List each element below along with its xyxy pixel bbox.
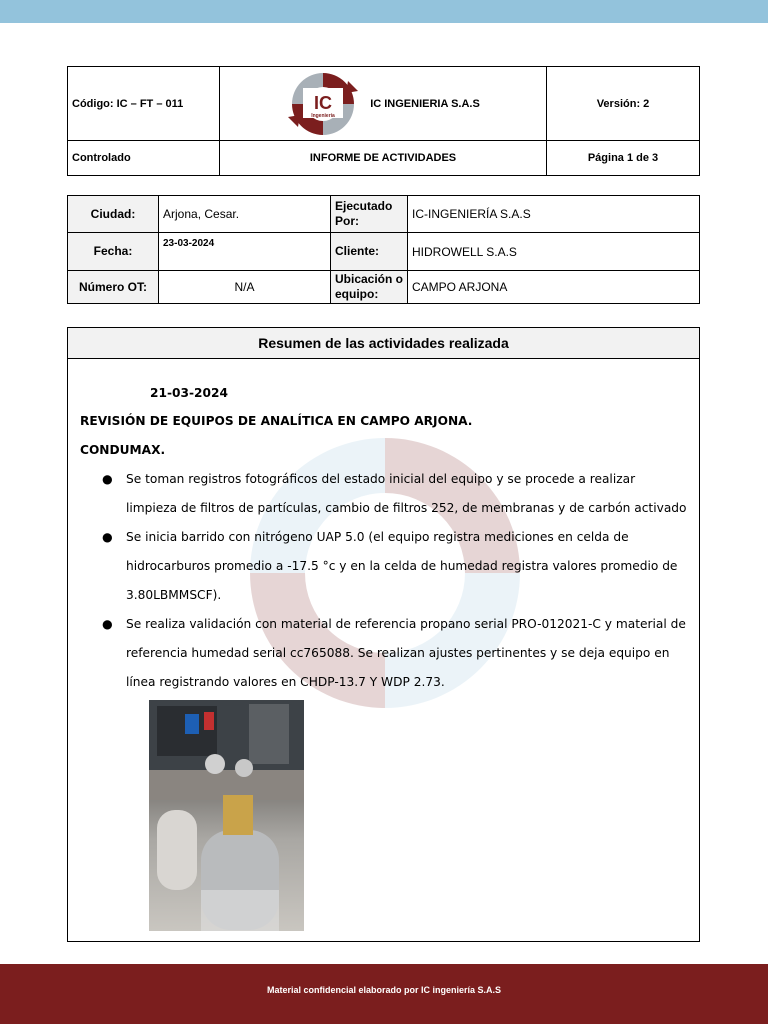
city-value: Arjona, Cesar. [159,196,331,233]
date-label: Fecha: [68,233,159,271]
company-name: IC INGENIERIA S.A.S [370,97,480,110]
logo-initials: IC [314,92,333,113]
activity-heading: REVISIÓN DE EQUIPOS DE ANALÍTICA EN CAMPO ARJONA. [80,414,473,428]
logo-subtitle: Ingeniería [311,112,335,119]
page-number: Página 1 de 3 [547,141,700,176]
activity-item [80,523,688,610]
footer-bar [0,964,768,1024]
executed-by-label: Ejecutado Por: [331,196,408,233]
summary-title: Resumen de las actividades realizada [68,328,699,359]
location-value: CAMPO ARJONA [408,271,700,304]
document-header-table [67,66,700,176]
logo-cell [220,67,547,141]
client-label: Cliente: [331,233,408,271]
client-value: HIDROWELL S.A.S [408,233,700,271]
bullet-icon: ● [102,617,113,631]
date-value: 23-03-2024 [159,233,331,271]
document-version: Versión: 2 [547,67,700,141]
bullet-icon: ● [102,530,113,544]
controlled-label: Controlado [68,141,220,176]
top-color-band [0,0,768,23]
executed-by-value: IC-INGENIERÍA S.A.S [408,196,700,233]
activity-text: Se realiza validación con material de referencia propano serial PRO-012021-C y material de referencia humedad serial cc765088. Se realizan ajustes pertinentes y se deja equipo en línea registrando valores en CHDP-13.7 Y WDP 2.73. [126,617,686,689]
activity-item [80,465,688,523]
location-label: Ubicación o equipo: [331,271,408,304]
document-code: Código: IC – FT – 011 [68,67,220,141]
footer-text: Material confidencial elaborado por IC ingeniería S.A.S [266,985,502,995]
ot-number-label: Número OT: [68,271,159,304]
equipment-name: CONDUMAX. [80,443,166,457]
company-logo [286,71,360,137]
activity-item [80,610,688,697]
ot-number-value: N/A [159,271,331,304]
city-label: Ciudad: [68,196,159,233]
activity-text: Se inicia barrido con nitrógeno UAP 5.0 (el equipo registra mediciones en celda de hidrocarburos promedio a -17.5 °c y en la celda de humedad registra valores promedio de 3.80LBMMSCF). [126,530,678,602]
activity-text: Se toman registros fotográficos del estado inicial del equipo y se procede a realizar limpieza de filtros de partículas, cambio de filtros 252, de membranas y de carbón activado [126,472,687,515]
report-info-table [67,195,700,304]
activity-date: 21-03-2024 [150,386,228,400]
bullet-icon: ● [102,472,113,486]
equipment-photo [149,700,304,931]
activity-list [80,465,688,697]
activity-summary-section [67,327,700,942]
document-title: INFORME DE ACTIVIDADES [220,141,547,176]
